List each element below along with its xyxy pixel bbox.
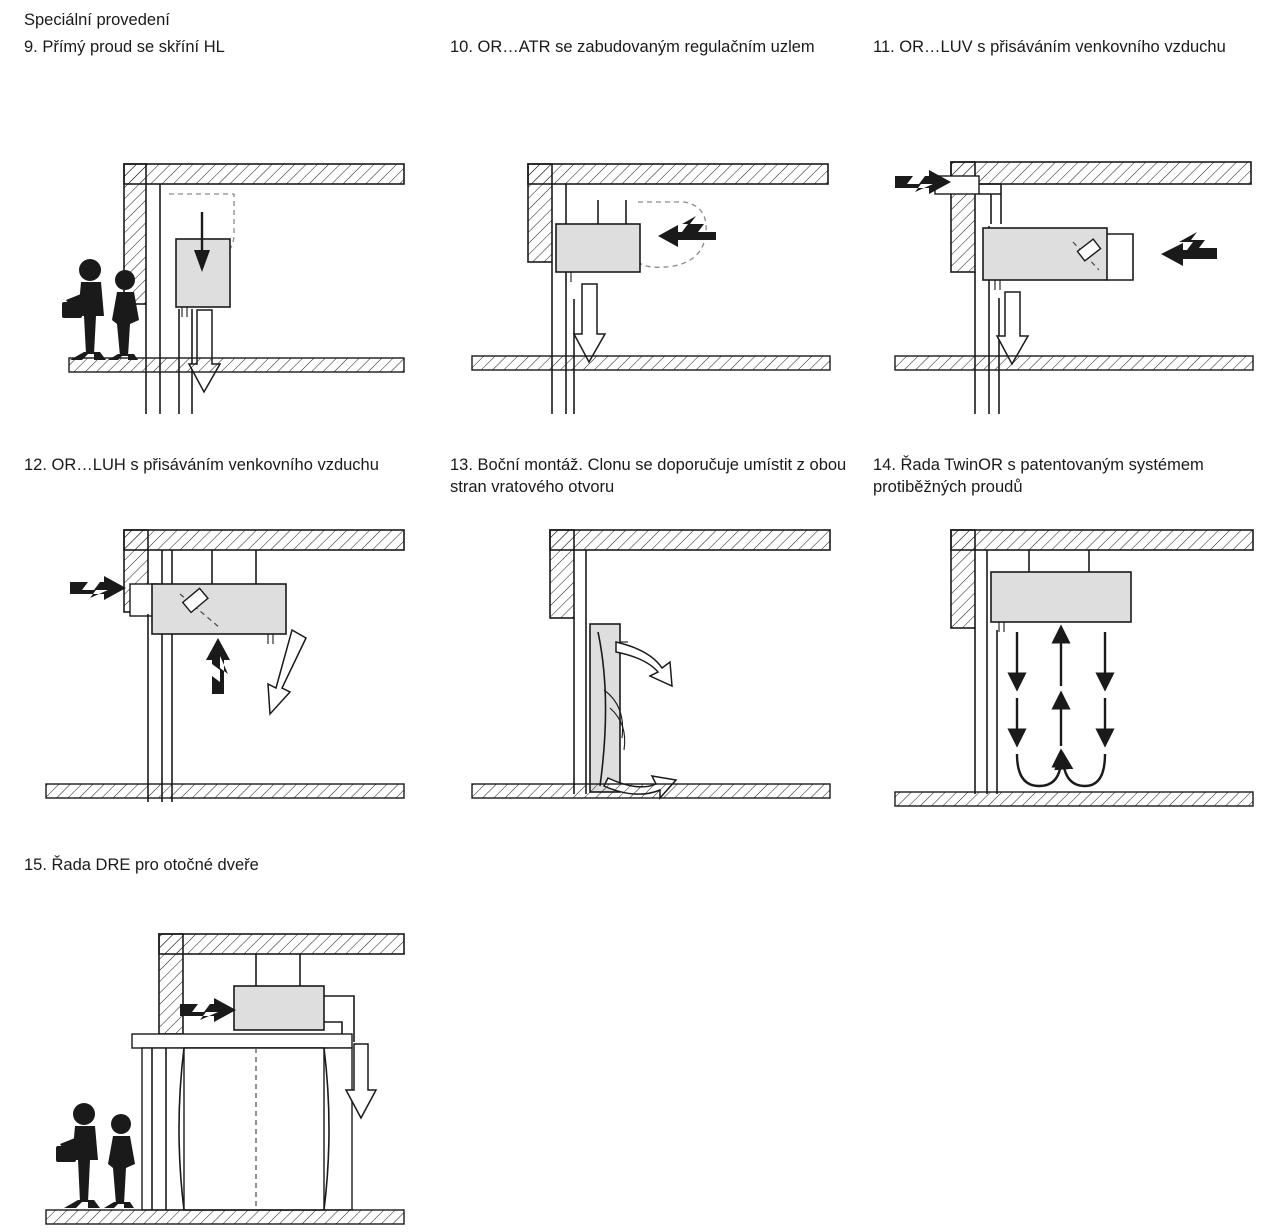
figure-12-caption: 12. OR…LUH s přisáváním venkovního vzduchu bbox=[24, 456, 379, 474]
floor bbox=[69, 358, 404, 372]
ceiling bbox=[951, 162, 1251, 184]
section-title: Speciální provedení bbox=[24, 11, 170, 29]
ceiling bbox=[550, 530, 830, 550]
counterflow-arrows bbox=[1017, 632, 1105, 786]
air-curtain-unit bbox=[991, 550, 1131, 632]
figure-14-caption: 14. Řada TwinOR s patentovaným systémem protiběžných proudů bbox=[873, 456, 1204, 496]
door-opening bbox=[148, 614, 172, 802]
recirculation-zigzag-arrow bbox=[206, 638, 230, 694]
ceiling bbox=[528, 164, 828, 184]
figure-14-illustration bbox=[873, 502, 1262, 832]
floor bbox=[472, 784, 830, 798]
figure-10 bbox=[450, 36, 850, 414]
floor bbox=[895, 792, 1253, 806]
figure-10-caption: 10. OR…ATR se zabudovaným regulačním uzlem bbox=[450, 38, 815, 56]
figure-9-caption: 9. Přímý proud se skříní HL bbox=[24, 38, 225, 56]
hollow-down-arrow bbox=[997, 292, 1028, 364]
wall bbox=[951, 530, 975, 628]
air-curtain-unit bbox=[234, 954, 354, 1042]
figure-11-caption: 11. OR…LUV s přisáváním venkovního vzduchu bbox=[873, 38, 1226, 56]
figure-13-illustration bbox=[450, 502, 850, 832]
figure-15-caption: 15. Řada DRE pro otočné dveře bbox=[24, 856, 259, 874]
zigzag-arrow bbox=[658, 216, 716, 247]
ceiling bbox=[124, 530, 404, 550]
wall bbox=[550, 530, 574, 618]
figure-11-illustration bbox=[873, 84, 1262, 414]
floor bbox=[472, 356, 830, 370]
two-people bbox=[62, 259, 139, 360]
hollow-diagonal-arrow bbox=[268, 630, 306, 714]
zigzag-arrow-right bbox=[1161, 232, 1217, 266]
figure-12-illustration bbox=[24, 502, 424, 832]
figure-15-illustration bbox=[24, 902, 424, 1232]
floor bbox=[895, 356, 1253, 370]
figure-15 bbox=[24, 854, 424, 1232]
ceiling bbox=[124, 164, 404, 184]
wall bbox=[159, 934, 183, 1034]
figure-13-caption: 13. Boční montáž. Clonu se doporučuje umístit z obou stran vratového otvoru bbox=[450, 456, 847, 496]
hollow-down-arrow bbox=[189, 310, 220, 392]
revolving-door-canopy bbox=[132, 1034, 352, 1048]
figure-9 bbox=[24, 36, 424, 414]
figure-11 bbox=[873, 36, 1262, 414]
figure-9-illustration bbox=[24, 84, 424, 414]
zigzag-arrow bbox=[70, 576, 126, 600]
floor bbox=[46, 784, 404, 798]
air-curtain-unit bbox=[556, 200, 640, 282]
floor bbox=[46, 1210, 404, 1224]
figure-14 bbox=[873, 454, 1262, 832]
two-people bbox=[56, 1103, 135, 1208]
door-opening bbox=[574, 550, 586, 794]
ceiling bbox=[951, 530, 1253, 550]
door-opening bbox=[552, 184, 574, 414]
hollow-down-arrow bbox=[574, 284, 605, 362]
ceiling bbox=[159, 934, 404, 954]
wall bbox=[528, 164, 552, 262]
revolving-door bbox=[142, 1048, 352, 1210]
air-curtain-unit bbox=[983, 228, 1133, 290]
figure-12 bbox=[24, 454, 424, 832]
figure-10-illustration bbox=[450, 84, 850, 414]
zigzag-arrow bbox=[180, 998, 236, 1022]
figure-13 bbox=[450, 454, 850, 832]
